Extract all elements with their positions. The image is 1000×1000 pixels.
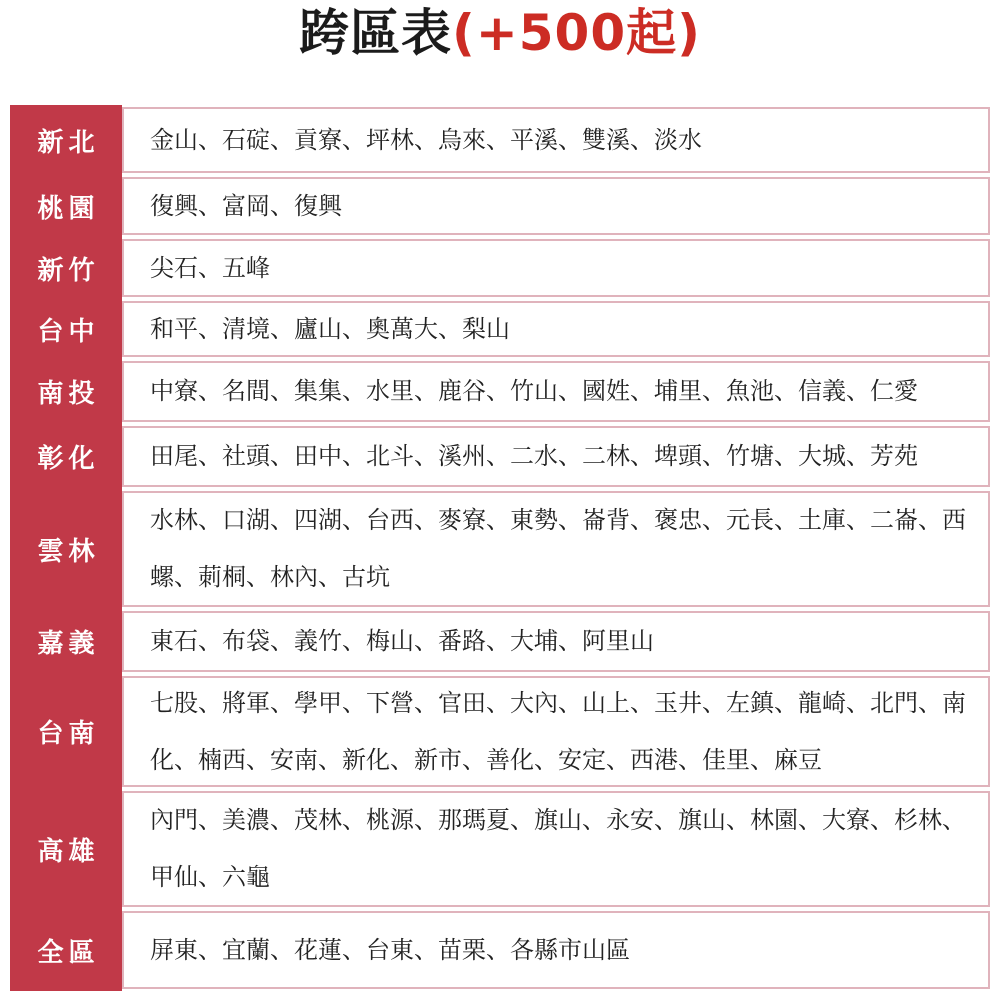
table-row	[10, 105, 990, 175]
table-row	[10, 489, 990, 609]
district-text: 水林、口湖、四湖、台西、麥寮、東勢、崙背、褒忠、元長、土庫、二崙、西螺、莿桐、林內、古坑	[150, 506, 966, 591]
region-label: 全區	[10, 909, 122, 991]
table-row	[10, 424, 990, 489]
table-row	[10, 299, 990, 359]
district-text: 屏東、宜蘭、花蓮、台東、苗栗、各縣市山區	[150, 935, 630, 964]
region-label: 高雄	[10, 789, 122, 909]
district-cell	[122, 791, 990, 907]
region-label: 台南	[10, 674, 122, 789]
page-title	[0, 0, 1000, 66]
district-cell	[122, 426, 990, 487]
region-label: 嘉義	[10, 609, 122, 674]
district-cell	[122, 177, 990, 235]
region-label: 桃園	[10, 175, 122, 237]
region-label: 新北	[10, 105, 122, 175]
table-row	[10, 237, 990, 299]
district-text: 尖石、五峰	[150, 253, 270, 282]
district-cell	[122, 107, 990, 173]
table-row	[10, 789, 990, 909]
district-text: 和平、清境、廬山、奧萬大、梨山	[150, 314, 510, 343]
district-cell	[122, 611, 990, 672]
region-label: 南投	[10, 359, 122, 424]
table-row	[10, 175, 990, 237]
title-suffix: (+500起)	[452, 4, 701, 62]
table-row	[10, 359, 990, 424]
table-row	[10, 674, 990, 789]
district-cell	[122, 301, 990, 357]
district-cell	[122, 361, 990, 422]
district-text: 金山、石碇、貢寮、坪林、烏來、平溪、雙溪、淡水	[150, 125, 702, 154]
title-main: 跨區表	[299, 4, 453, 62]
region-label: 雲林	[10, 489, 122, 609]
district-text: 中寮、名間、集集、水里、鹿谷、竹山、國姓、埔里、魚池、信義、仁愛	[150, 377, 918, 405]
district-cell	[122, 491, 990, 607]
district-cell	[122, 239, 990, 297]
district-text: 東石、布袋、義竹、梅山、番路、大埔、阿里山	[150, 627, 654, 655]
region-label: 台中	[10, 299, 122, 359]
district-text: 內門、美濃、茂林、桃源、那瑪夏、旗山、永安、旗山、林園、大寮、杉林、甲仙、六龜	[150, 806, 966, 891]
table-row	[10, 909, 990, 991]
district-text: 復興、富岡、復興	[150, 191, 342, 220]
district-text: 七股、將軍、學甲、下營、官田、大內、山上、玉井、左鎮、龍崎、北門、南化、楠西、安南、新化、新市、善化、安定、西港、佳里、麻豆	[150, 688, 966, 774]
region-label: 彰化	[10, 424, 122, 489]
region-label: 新竹	[10, 237, 122, 299]
district-cell	[122, 676, 990, 787]
region-table	[10, 105, 990, 991]
table-row	[10, 609, 990, 674]
district-cell	[122, 911, 990, 989]
district-text: 田尾、社頭、田中、北斗、溪州、二水、二林、埤頭、竹塘、大城、芳苑	[150, 442, 918, 470]
